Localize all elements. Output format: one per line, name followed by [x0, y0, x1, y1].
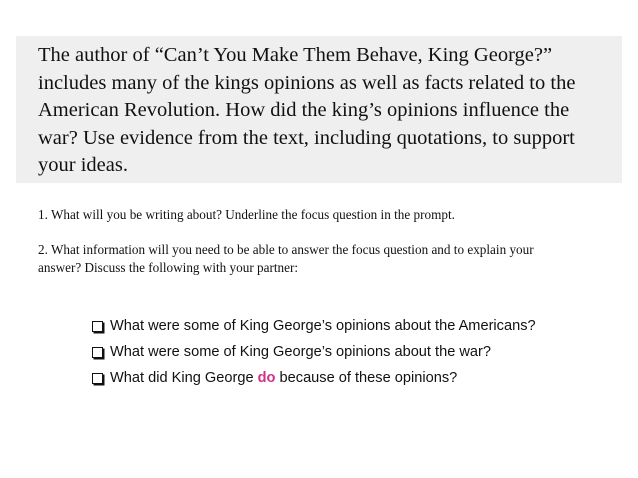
- checklist-item-3-before: What did King George: [110, 370, 258, 386]
- step-2-text: 2. What information will you need to be able to answer the focus question and to explain your answer? Discuss the following with your partner:: [38, 242, 534, 275]
- step-1-text: 1. What will you be writing about? Underline the focus question in the prompt.: [38, 207, 455, 222]
- discussion-steps: [38, 206, 608, 277]
- checklist-item-1: [92, 313, 622, 339]
- checklist-item-3-text: [110, 365, 457, 391]
- prompt-text: The author of “Can’t You Make Them Behave, King George?” includes many of the kings opinions as well as facts related to the American Revolution. How did the king’s opinions influence the war? Use evidence from the text, including quotations, to support your ideas.: [38, 44, 576, 176]
- checkbox-icon: [92, 321, 103, 332]
- checklist-item-1-text: What were some of King George’s opinions about the Americans?: [110, 318, 536, 334]
- checklist-item-3: [92, 365, 622, 391]
- prompt-box: [16, 36, 622, 183]
- checklist-item-2-text: What were some of King George’s opinions about the war?: [110, 344, 492, 360]
- discussion-checklist: [92, 313, 622, 391]
- checkbox-icon: [92, 373, 103, 384]
- checklist-item-3-after: because of these opinions?: [275, 370, 458, 386]
- emphasis-word: do: [257, 370, 276, 386]
- checkbox-icon: [92, 347, 103, 358]
- checklist-item-2: [92, 339, 622, 365]
